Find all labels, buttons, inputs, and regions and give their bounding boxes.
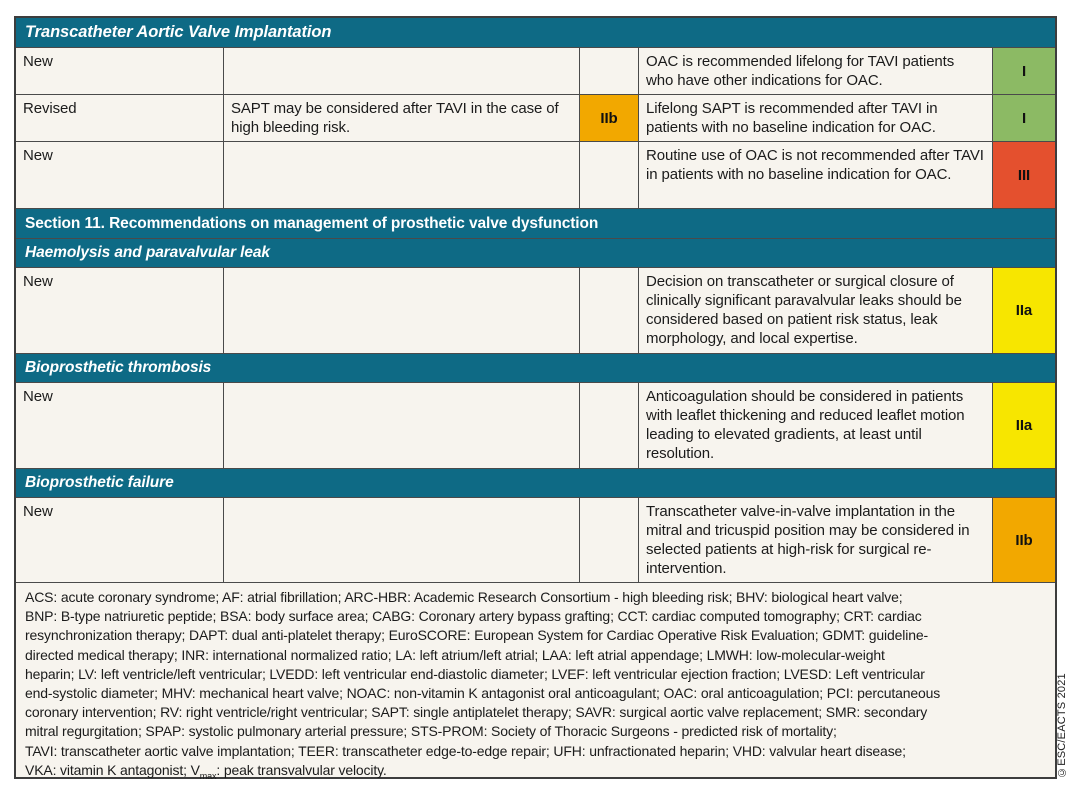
table-row-tavi-routine-oac: [16, 142, 1055, 209]
subsection-title: Bioprosthetic thrombosis: [25, 359, 212, 376]
vmax-subscript: max: [199, 770, 217, 781]
abbreviations-footnote: [16, 583, 1055, 781]
table-title: Transcatheter Aortic Valve Implantation: [25, 23, 332, 41]
class-i-badge: I: [993, 95, 1055, 141]
status-cell: New: [16, 383, 224, 468]
previous-recommendation-cell: [224, 142, 580, 208]
abbreviation-line: resynchronization therapy; DAPT: dual anti-platelet therapy; EuroSCORE: European System for Cardiac Operative Risk Evaluation; GDMT: guideline-: [25, 627, 928, 644]
new-class-cell: [993, 48, 1055, 94]
subsection-thrombosis-band: [16, 354, 1055, 383]
previous-class-cell: [580, 268, 639, 353]
status-cell: New: [16, 142, 224, 208]
new-class-cell: [993, 142, 1055, 208]
previous-recommendation-cell: SAPT may be considered after TAVI in the case of high bleeding risk.: [224, 95, 580, 141]
previous-recommendation-cell: [224, 268, 580, 353]
table-row-tavi-oac: [16, 48, 1055, 95]
new-recommendation-cell: Lifelong SAPT is recommended after TAVI in patients with no baseline indication for OAC.: [639, 95, 993, 141]
class-iib-badge: IIb: [580, 95, 638, 141]
new-recommendation-cell: Decision on transcatheter or surgical closure of clinically significant paravalvular leaks should be considered based on patient risk status, leak morphology, and local expertise.: [639, 268, 993, 353]
abbreviation-line: mitral regurgitation; SPAP: systolic pulmonary arterial pressure; STS-PROM: Society of Thoracic Surgeons - predicted risk of mortality;: [25, 723, 837, 740]
previous-class-cell: [580, 498, 639, 582]
previous-class-cell: [580, 383, 639, 468]
new-recommendation-cell: Anticoagulation should be considered in patients with leaflet thickening and reduced leaflet motion leading to elevated gradients, at least until resolution.: [639, 383, 993, 468]
previous-recommendation-cell: [224, 498, 580, 582]
abbreviation-line: heparin; LV: left ventricle/left ventricular; LVEDD: left ventricular end-diastolic diameter; LVEF: left ventricular ejection fraction; LVESD: Left ventricular: [25, 665, 925, 682]
new-class-cell: [993, 95, 1055, 141]
new-class-cell: [993, 498, 1055, 582]
previous-class-badge: [580, 142, 638, 208]
abbreviation-line: end-systolic diameter; MHV: mechanical heart valve; NOAC: non-vitamin K antagonist oral anticoagulant; OAC: oral anticoagulation; PCI: percutaneous: [25, 685, 941, 702]
status-cell: Revised: [16, 95, 224, 141]
previous-class-badge: [580, 268, 638, 353]
recommendations-table: [14, 16, 1057, 779]
copyright-notice: ©ESC/EACTS 2021: [1056, 673, 1068, 778]
section-11-band: [16, 209, 1055, 239]
new-recommendation-cell: Transcatheter valve-in-valve implantation in the mitral and tricuspid position may be considered in selected patients at high-risk for surgical re-intervention.: [639, 498, 993, 582]
table-row-bioprosthetic-thrombosis: [16, 383, 1055, 469]
subsection-failure-band: [16, 469, 1055, 498]
subsection-haemolysis-band: [16, 239, 1055, 268]
previous-class-cell: [580, 142, 639, 208]
previous-recommendation-cell: [224, 48, 580, 94]
new-recommendation-cell: Routine use of OAC is not recommended after TAVI in patients with no baseline indication for OAC.: [639, 142, 993, 208]
previous-recommendation-cell: [224, 383, 580, 468]
abbreviation-line: coronary intervention; RV: right ventricle/right ventricular; SAPT: single antiplatelet therapy; SAVR: surgical aortic valve replacement; SMR: secondary: [25, 704, 928, 721]
class-iii-badge: III: [993, 142, 1055, 208]
status-cell: New: [16, 268, 224, 353]
class-iia-badge: IIa: [993, 268, 1055, 353]
table-row-bioprosthetic-failure: [16, 498, 1055, 583]
table-row-tavi-sapt: [16, 95, 1055, 142]
subsection-title: Haemolysis and paravalvular leak: [25, 244, 270, 261]
abbreviation-line: BNP: B-type natriuretic peptide; BSA: body surface area; CABG: Coronary artery bypass grafting; CCT: cardiac computed tomography; CRT: cardiac: [25, 608, 922, 625]
new-class-cell: [993, 268, 1055, 353]
new-recommendation-cell: OAC is recommended lifelong for TAVI patients who have other indications for OAC.: [639, 48, 993, 94]
previous-class-badge: [580, 383, 638, 468]
class-iia-badge: IIa: [993, 383, 1055, 468]
section-title: Section 11. Recommendations on management of prosthetic valve dysfunction: [25, 214, 599, 232]
previous-class-cell: [580, 48, 639, 94]
abbreviation-line-vmax: VKA: vitamin K antagonist; $V_{max}$: peak transvalvular velocity.: [25, 761, 387, 781]
status-cell: New: [16, 48, 224, 94]
abbreviation-line: directed medical therapy; INR: international normalized ratio; LA: left atrium/left atrial; LAA: left atrial appendage; LMWH: low-molecular-weight: [25, 646, 885, 663]
status-cell: New: [16, 498, 224, 582]
previous-class-badge: [580, 498, 638, 582]
new-class-cell: [993, 383, 1055, 468]
subsection-title: Bioprosthetic failure: [25, 474, 174, 491]
class-iib-badge: IIb: [993, 498, 1055, 582]
previous-class-cell: [580, 95, 639, 141]
previous-class-badge: [580, 48, 638, 94]
table-row-paravalvular-leak: [16, 268, 1055, 354]
table-title-band: [16, 18, 1055, 48]
abbreviation-line: TAVI: transcatheter aortic valve implantation; TEER: transcatheter edge-to-edge repair; UFH: unfractionated heparin; VHD: valvular heart disease;: [25, 742, 906, 759]
abbreviation-line: ACS: acute coronary syndrome; AF: atrial fibrillation; ARC-HBR: Academic Research Consortium - high bleeding risk; BHV: biological heart valve;: [25, 589, 903, 605]
class-i-badge: I: [993, 48, 1055, 94]
